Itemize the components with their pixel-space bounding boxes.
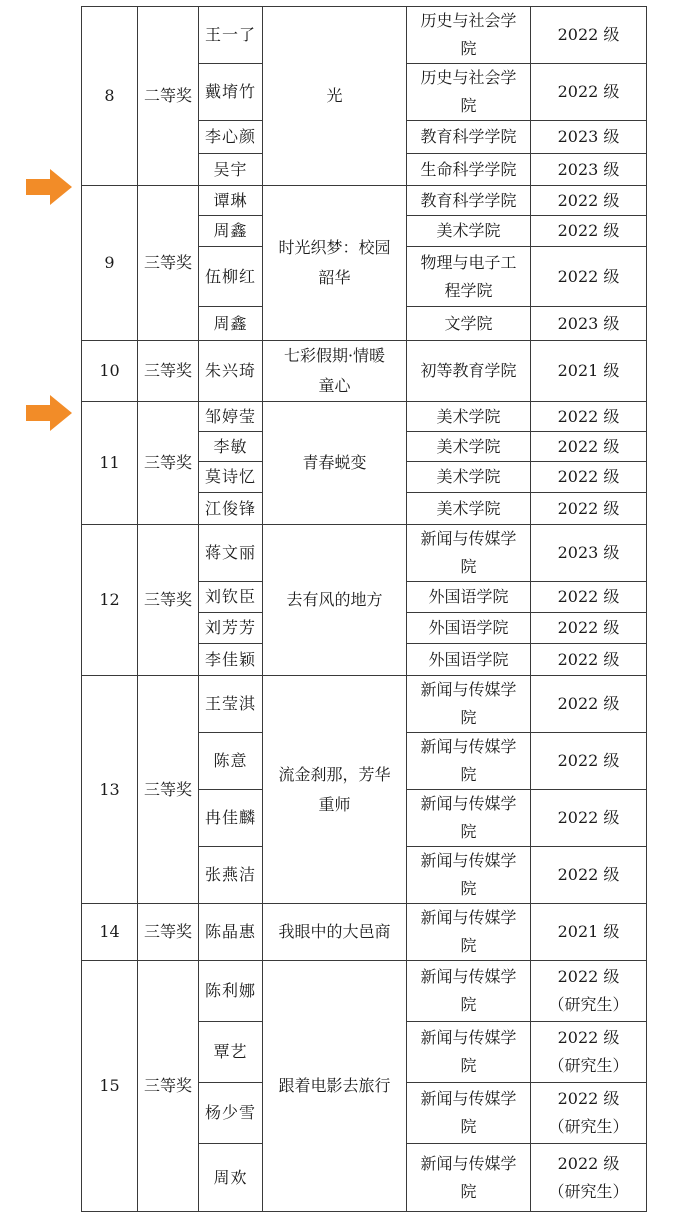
college: 外国语学院: [407, 644, 531, 676]
college: 新闻与传媒学院: [407, 733, 531, 790]
entry-number: 14: [82, 904, 138, 961]
member-name: 朱兴琦: [199, 341, 263, 402]
award-level: 三等奖: [138, 402, 199, 525]
grade: 2022 级: [557, 618, 620, 637]
grade-cell: [531, 307, 647, 341]
college: 教育科学学院: [407, 121, 531, 154]
work-title: 时光织梦：校园韶华: [263, 186, 407, 341]
grade: 2022 级: [557, 406, 620, 426]
grade-cell: [531, 644, 647, 676]
grade-cell: [531, 216, 647, 247]
college: 新闻与传媒学院: [407, 904, 531, 961]
grade-note: （研究生）: [548, 1056, 629, 1075]
awards-table: [81, 6, 647, 1212]
college: 新闻与传媒学院: [407, 790, 531, 847]
grade: 2021 级: [557, 361, 620, 380]
college: 美术学院: [407, 462, 531, 493]
grade-cell: [531, 7, 647, 64]
member-name: 刘芳芳: [199, 613, 263, 644]
award-level: 三等奖: [138, 676, 199, 904]
member-name: 江俊锋: [199, 493, 263, 525]
table-row: [82, 402, 647, 432]
grade-cell: [531, 154, 647, 186]
college: 新闻与传媒学院: [407, 1144, 531, 1212]
grade: 2022 级: [557, 498, 620, 518]
grade: 2022 级: [557, 1153, 620, 1173]
member-name: 戴堉竹: [199, 64, 263, 121]
college: 新闻与传媒学院: [407, 1022, 531, 1083]
member-name: 伍柳红: [199, 247, 263, 307]
grade-cell: [531, 432, 647, 462]
grade-cell: [531, 676, 647, 733]
member-name: 莫诗忆: [199, 462, 263, 493]
grade: 2022 级: [557, 82, 620, 101]
grade: 2021 级: [557, 922, 620, 941]
award-level: 二等奖: [138, 7, 199, 186]
award-level: 三等奖: [138, 961, 199, 1212]
table-row: [82, 186, 647, 216]
table-row: [82, 7, 647, 64]
grade: 2022 级: [557, 865, 620, 884]
member-name: 邹婷莹: [199, 402, 263, 432]
college: 外国语学院: [407, 613, 531, 644]
member-name: 谭琳: [199, 186, 263, 216]
member-name: 王一了: [199, 7, 263, 64]
grade: 2023 级: [557, 159, 620, 179]
grade-cell: [531, 582, 647, 613]
grade: 2023 级: [557, 313, 620, 333]
arrow-right-icon: [24, 167, 74, 207]
grade-note: （研究生）: [548, 1117, 629, 1136]
entry-number: 10: [82, 341, 138, 402]
college: 历史与社会学院: [407, 7, 531, 64]
table-row: [82, 904, 647, 961]
table-row: [82, 676, 647, 733]
arrow-right-icon-shape: [26, 169, 72, 205]
college: 文学院: [407, 307, 531, 341]
grade-cell: [531, 525, 647, 582]
entry-number: 9: [82, 186, 138, 341]
college: 生命科学学院: [407, 154, 531, 186]
grade: 2022 级: [557, 751, 620, 770]
college: 新闻与传媒学院: [407, 525, 531, 582]
grade-cell: [531, 462, 647, 493]
college: 美术学院: [407, 493, 531, 525]
grade-cell: [531, 904, 647, 961]
grade: 2022 级: [557, 649, 620, 669]
college: 初等教育学院: [407, 341, 531, 402]
college: 新闻与传媒学院: [407, 1083, 531, 1144]
member-name: 陈利娜: [199, 961, 263, 1022]
grade: 2022 级: [557, 221, 620, 240]
grade-note: （研究生）: [548, 995, 629, 1014]
work-title: 跟着电影去旅行: [263, 961, 407, 1212]
grade: 2022 级: [557, 190, 620, 210]
grade-cell: [531, 402, 647, 432]
grade: 2022 级: [557, 587, 620, 606]
award-level: 三等奖: [138, 904, 199, 961]
table-row: [82, 961, 647, 1022]
grade: 2022 级: [557, 1028, 620, 1047]
college: 物理与电子工程学院: [407, 247, 531, 307]
award-level: 三等奖: [138, 341, 199, 402]
college: 美术学院: [407, 216, 531, 247]
entry-number: 15: [82, 961, 138, 1212]
arrow-right-icon: [24, 393, 74, 433]
entry-number: 8: [82, 7, 138, 186]
grade-cell: [531, 121, 647, 154]
member-name: 李心颜: [199, 121, 263, 154]
grade-cell: [531, 1144, 647, 1212]
work-title: 光: [263, 7, 407, 186]
work-title: 流金刹那，芳华重师: [263, 676, 407, 904]
grade: 2022 级: [557, 1089, 620, 1108]
arrow-right-icon-shape: [26, 395, 72, 431]
college: 新闻与传媒学院: [407, 676, 531, 733]
college: 历史与社会学院: [407, 64, 531, 121]
college: 外国语学院: [407, 582, 531, 613]
member-name: 周欢: [199, 1144, 263, 1212]
entry-number: 12: [82, 525, 138, 676]
grade: 2022 级: [557, 808, 620, 827]
grade-cell: [531, 790, 647, 847]
grade: 2022 级: [557, 25, 620, 44]
work-title: 青春蜕变: [263, 402, 407, 525]
work-title: 去有风的地方: [263, 525, 407, 676]
award-level: 三等奖: [138, 525, 199, 676]
college: 美术学院: [407, 402, 531, 432]
member-name: 冉佳麟: [199, 790, 263, 847]
member-name: 蒋文丽: [199, 525, 263, 582]
grade-cell: [531, 341, 647, 402]
grade: 2022 级: [557, 967, 620, 986]
grade-cell: [531, 493, 647, 525]
grade-cell: [531, 961, 647, 1022]
grade: 2022 级: [557, 436, 620, 456]
member-name: 陈晶惠: [199, 904, 263, 961]
grade: 2023 级: [557, 543, 620, 562]
member-name: 张燕洁: [199, 847, 263, 904]
grade-cell: [531, 186, 647, 216]
grade: 2022 级: [557, 266, 620, 286]
grade-note: （研究生）: [548, 1181, 629, 1201]
grade-cell: [531, 64, 647, 121]
member-name: 杨少雪: [199, 1083, 263, 1144]
grade-cell: [531, 247, 647, 307]
member-name: 王莹淇: [199, 676, 263, 733]
award-level: 三等奖: [138, 186, 199, 341]
grade-cell: [531, 1083, 647, 1144]
entry-number: 11: [82, 402, 138, 525]
college: 美术学院: [407, 432, 531, 462]
table-row: [82, 525, 647, 582]
work-title: 七彩假期·情暖童心: [263, 341, 407, 402]
member-name: 陈意: [199, 733, 263, 790]
grade-cell: [531, 613, 647, 644]
entry-number: 13: [82, 676, 138, 904]
work-title: 我眼中的大邑商: [263, 904, 407, 961]
college: 新闻与传媒学院: [407, 847, 531, 904]
grade: 2022 级: [557, 694, 620, 713]
grade-cell: [531, 733, 647, 790]
grade: 2022 级: [557, 467, 620, 486]
member-name: 李佳颖: [199, 644, 263, 676]
grade-cell: [531, 847, 647, 904]
member-name: 吴宇: [199, 154, 263, 186]
member-name: 周鑫: [199, 307, 263, 341]
member-name: 周鑫: [199, 216, 263, 247]
college: 教育科学学院: [407, 186, 531, 216]
member-name: 李敏: [199, 432, 263, 462]
grade-cell: [531, 1022, 647, 1083]
member-name: 覃艺: [199, 1022, 263, 1083]
member-name: 刘钦臣: [199, 582, 263, 613]
college: 新闻与传媒学院: [407, 961, 531, 1022]
grade: 2023 级: [557, 127, 620, 146]
table-row: [82, 341, 647, 402]
